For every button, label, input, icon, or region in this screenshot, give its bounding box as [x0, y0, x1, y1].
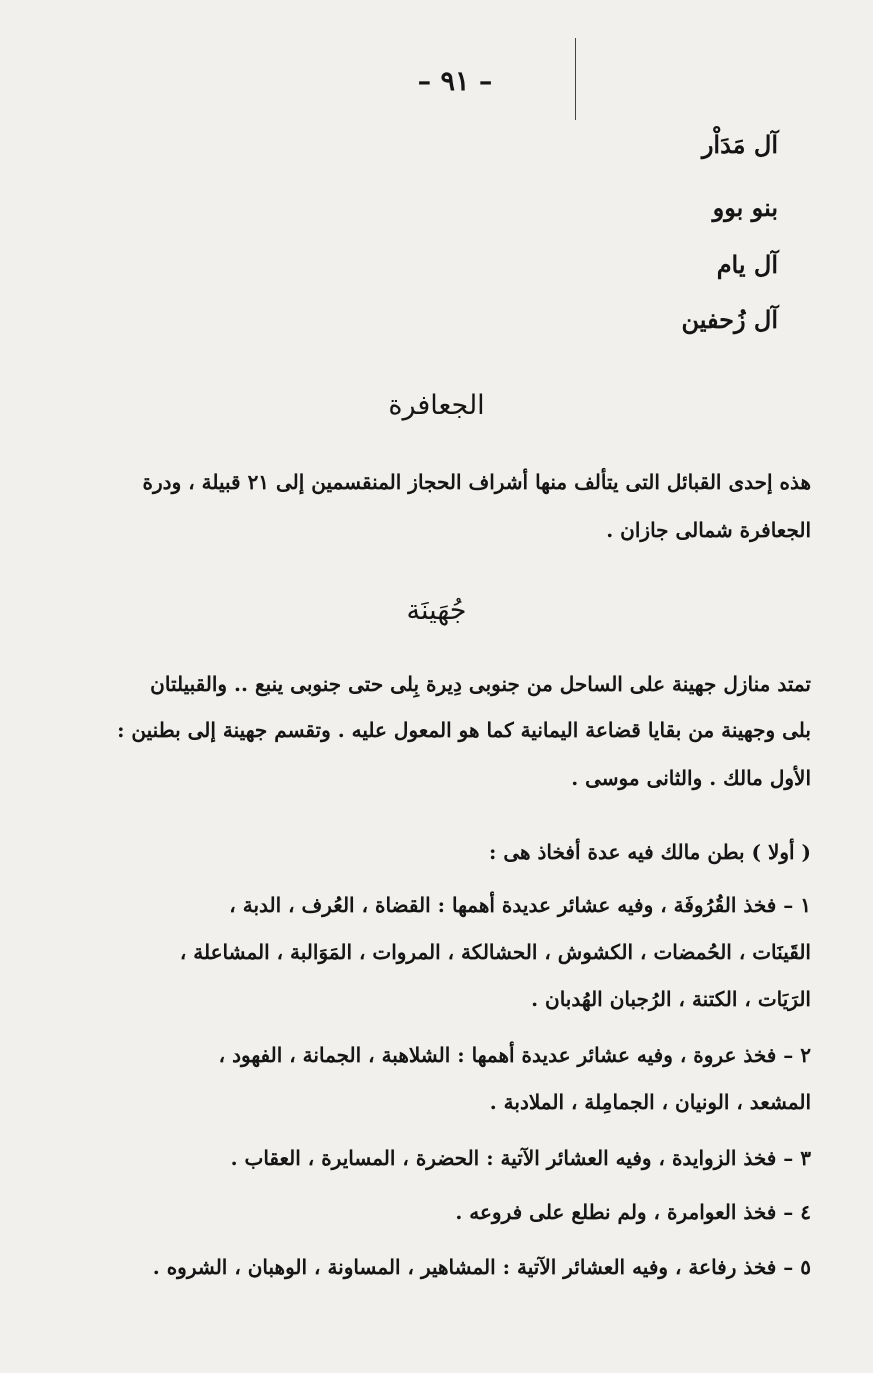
gutter-line: [575, 38, 576, 120]
tribe-name: بنو بوو: [712, 193, 778, 222]
list-item-line: القَينَات ، الحُمضات ، الكشوش ، الحشالكة ، المروات ، المَوَالبة ، المشاعلة ،: [179, 940, 811, 964]
list-item-line: المشعد ، الونيان ، الجمامِلة ، الملادبة .: [489, 1090, 811, 1114]
list-item-line: ١ – فخذ القُرُوفَة ، وفيه عشائر عديدة أهمها : القضاة ، العُرف ، الدبة ،: [229, 893, 811, 917]
list-item-line: ٥ – فخذ رفاعة ، وفيه العشائر الآتية : المشاهير ، المساونة ، الوهبان ، الشروه .: [152, 1255, 811, 1279]
tribe-name: آل مَدَاْر: [701, 130, 778, 159]
section-heading: الجعافرة: [388, 390, 485, 421]
list-item-line: ٢ – فخذ عروة ، وفيه عشائر عديدة أهمها : الشلاهبة ، الجمانة ، الفهود ،: [218, 1043, 811, 1067]
tribe-name: آل زُحفين: [681, 305, 778, 334]
paragraph-line: هذه إحدى القبائل التى يتألف منها أشراف الحجاز المنقسمين إلى ٢١ قبيلة ، ودرة: [142, 470, 811, 494]
section-heading: جُهَينَة: [406, 595, 467, 626]
paragraph-line: تمتد منازل جهينة على الساحل من جنوبى دِيرة بِلى حتى جنوبى ينبع .. والقبيلتان: [150, 672, 811, 696]
list-item-line: ٤ – فخذ العوامرة ، ولم نطلع على فروعه .: [455, 1200, 811, 1224]
tribe-name: آل يام: [716, 250, 778, 279]
list-item-line: الرَيَات ، الكتنة ، الرُجبان الهُدبان .: [531, 987, 811, 1011]
paragraph-line: الجعافرة شمالى جازان .: [606, 518, 811, 542]
subsection-intro: ( أولا ) بطن مالك فيه عدة أفخاذ هى :: [488, 840, 811, 864]
page-number: – ٩١ –: [417, 66, 493, 97]
list-item-line: ٣ – فخذ الزوايدة ، وفيه العشائر الآتية : الحضرة ، المسايرة ، العقاب .: [230, 1146, 811, 1170]
paragraph-line: الأول مالك . والثانى موسى .: [571, 766, 811, 790]
paragraph-line: بلى وجهينة من بقايا قضاعة اليمانية كما هو المعول عليه . وتقسم جهينة إلى بطنين :: [117, 718, 811, 742]
